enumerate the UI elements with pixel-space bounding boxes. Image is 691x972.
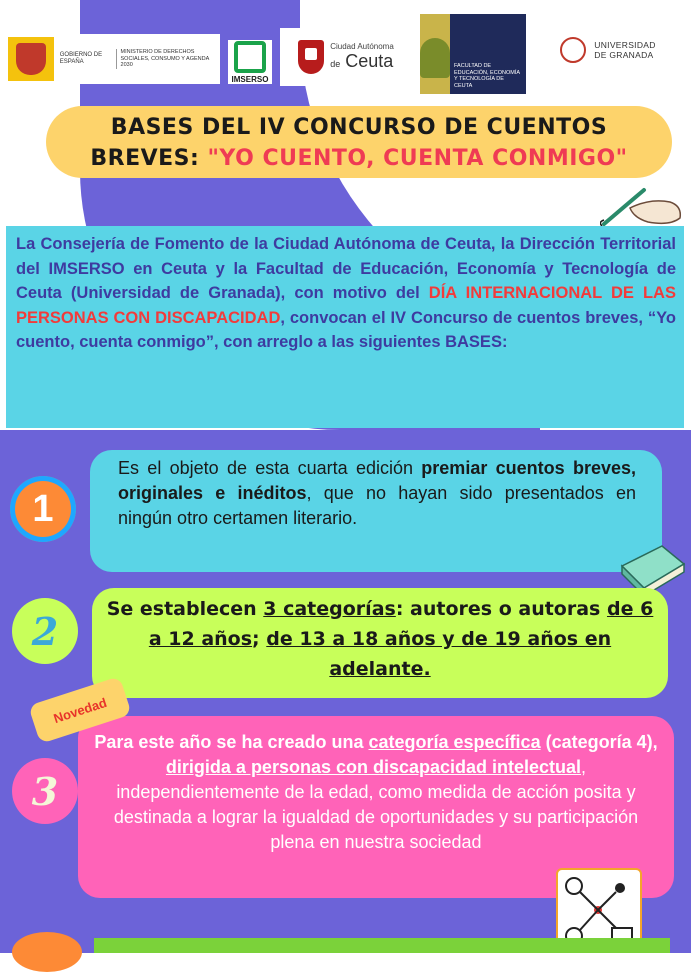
gobierno-text: GOBIERNO DE ESPAÑA bbox=[59, 52, 103, 65]
facultad-logo bbox=[420, 14, 526, 94]
item-4-box-partial bbox=[94, 938, 670, 953]
ceuta-big-text: de Ceuta bbox=[330, 50, 394, 71]
item-1-number: 1 bbox=[10, 476, 76, 542]
ministerio-text: MINISTERIO DE DERECHOS SOCIALES, CONSUMO Y AGENDA 2030 bbox=[116, 49, 220, 69]
ugr-text: UNIVERSIDAD DE GRANADA bbox=[594, 40, 656, 60]
item-2-text: Se establecen 3 categorías: autores o autoras de 6 a 12 años; de 13 a 18 años y de 19 años en adelante. bbox=[106, 598, 654, 680]
item-3-number: 3 bbox=[12, 758, 78, 824]
facultad-emblem-icon bbox=[420, 14, 450, 94]
writing-hand-icon bbox=[600, 168, 684, 228]
intro-highlight: DÍA INTERNACIONAL DE LAS PERSONAS CON DISCAPACIDAD bbox=[16, 284, 676, 327]
ceuta-text bbox=[330, 42, 394, 73]
gobierno-logo bbox=[4, 34, 220, 84]
ceuta-shield-icon bbox=[298, 40, 324, 74]
ceuta-logo bbox=[280, 28, 412, 86]
item-3-text: Para este año se ha creado una categoría específica (categoría 4), dirigida a personas con discapacidad intelectual, independientemente de la edad, como medida de acción posita y destinada a lograr la igualdad de oportunidades y su participación plena en nuestra sociedad bbox=[94, 732, 658, 852]
item-1-box bbox=[90, 450, 662, 572]
imserso-text: IMSERSO bbox=[231, 74, 269, 84]
item-1-text: Es el objeto de esta cuarta edición premiar cuentos breves, originales e inéditos, que no hayan sido presentados en ningún otro certamen literario. bbox=[118, 458, 637, 528]
ceuta-small-text: Ciudad Autónoma bbox=[330, 41, 394, 51]
novedad-badge: Novedad bbox=[28, 676, 132, 744]
title-line-1: BASES DEL IV CONCURSO DE CUENTOS bbox=[110, 115, 608, 140]
facultad-text: FACULTAD DE EDUCACIÓN, ECONOMÍA Y TECNOLOGÍA DE CEUTA bbox=[454, 63, 520, 89]
title-banner bbox=[46, 106, 672, 178]
item-2-number: 2 bbox=[12, 598, 78, 664]
item-2-box bbox=[92, 588, 668, 698]
imserso-mark-icon bbox=[234, 41, 266, 73]
imserso-logo bbox=[228, 40, 272, 84]
spain-coat-of-arms-icon bbox=[8, 37, 54, 81]
ugr-seal-icon bbox=[560, 37, 586, 63]
title-line-2: BREVES: "YO CUENTO, CUENTA CONMIGO" bbox=[90, 146, 628, 171]
intro-paragraph: La Consejería de Fomento de la Ciudad Autónoma de Ceuta, la Dirección Territorial del IMSERSO en Ceuta y la Facultad de Educación, Economía y Tecnología de Ceuta (Universidad de Granada), con motivo del DÍA INTERNACIONAL DE LAS PERSONAS CON DISCAPACIDAD, convocan el IV Concurso de cuentos breves, “Yo cuento, cuenta conmigo”, con arreglo a las siguientes BASES: bbox=[16, 235, 677, 352]
item-4-number-partial bbox=[12, 932, 82, 972]
title-highlight: "YO CUENTO, CUENTA CONMIGO" bbox=[207, 146, 628, 171]
ugr-logo bbox=[538, 14, 678, 86]
logo-bar bbox=[0, 0, 691, 98]
intro-box bbox=[6, 226, 684, 428]
